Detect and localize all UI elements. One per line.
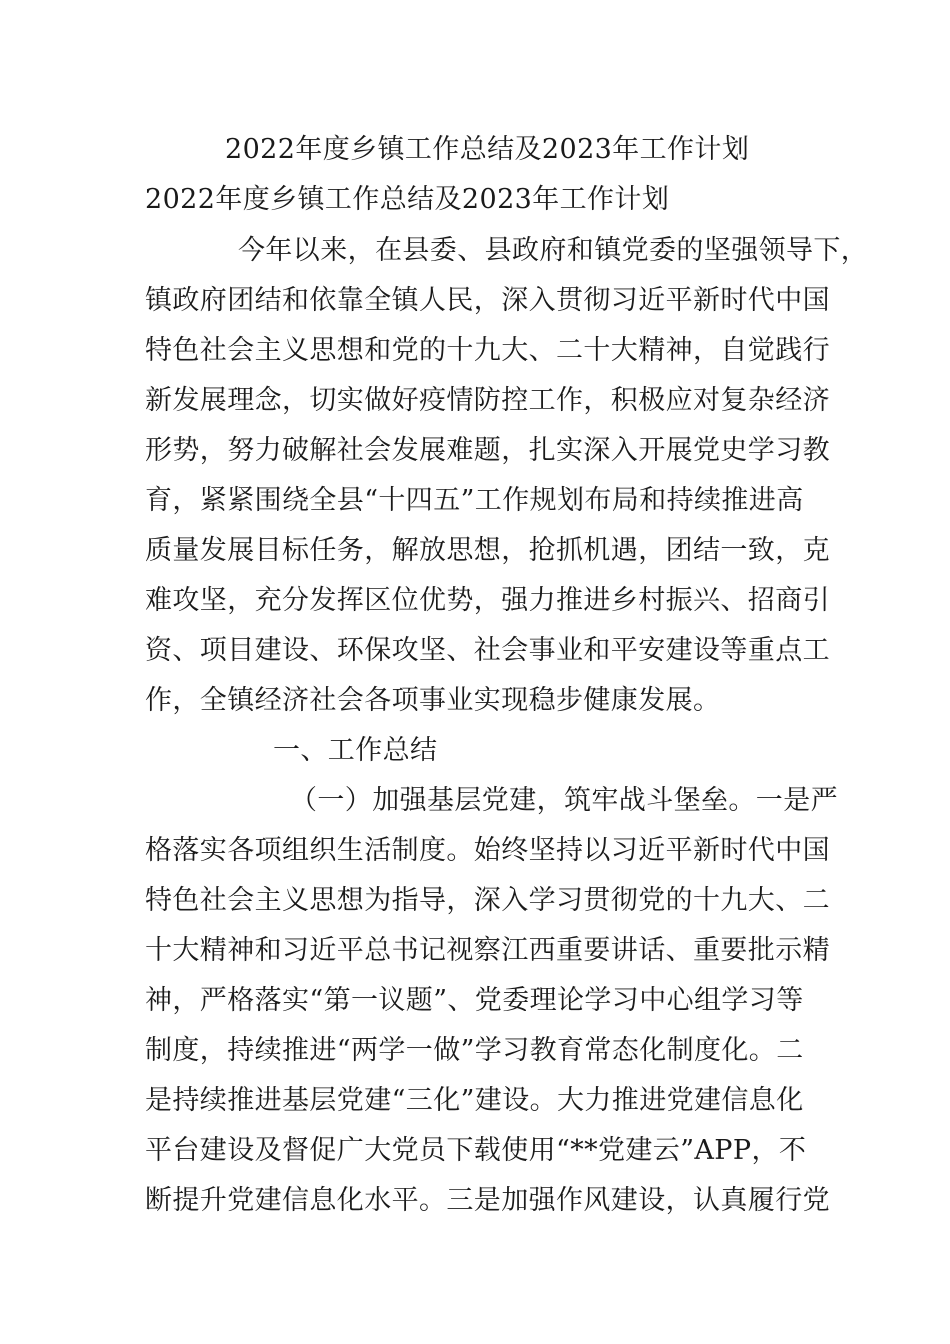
intro-line: 新发展理念，切实做好疫情防控工作，积极应对复杂经济 [145,385,830,416]
document-title: 2022年度乡镇工作总结及2023年工作计划 [225,134,750,165]
subsection-line: 十大精神和习近平总书记视察江西重要讲话、重要批示精 [145,935,830,966]
intro-line: 质量发展目标任务，解放思想，抢抓机遇，团结一致，克 [145,535,830,566]
intro-line: 资、项目建设、环保攻坚、社会事业和平安建设等重点工 [145,635,830,666]
subsection-line: 是持续推进基层党建“三化”建设。大力推进党建信息化 [145,1085,804,1116]
intro-line: 育，紧紧围绕全县“十四五”工作规划布局和持续推进高 [145,485,804,516]
subsection-line: 制度，持续推进“两学一做”学习教育常态化制度化。二 [145,1035,804,1066]
subsection-line: 断提升党建信息化水平。三是加强作风建设，认真履行党 [145,1185,830,1216]
section-heading: 一、工作总结 [273,735,438,766]
subsection-line: 神，严格落实“第一议题”、党委理论学习中心组学习等 [145,985,804,1016]
subsection-line: 平台建设及督促广大党员下载使用“**党建云”APP，不 [145,1135,807,1166]
subsection-line: 格落实各项组织生活制度。始终坚持以习近平新时代中国 [145,835,830,866]
intro-line: 今年以来，在县委、县政府和镇党委的坚强领导下， [238,235,869,266]
intro-line: 形势，努力破解社会发展难题，扎实深入开展党史学习教 [145,435,830,466]
subsection-line: （一）加强基层党建，筑牢战斗堡垒。一是严 [290,785,838,816]
intro-line: 镇政府团结和依靠全镇人民，深入贯彻习近平新时代中国 [145,285,830,316]
intro-line: 特色社会主义思想和党的十九大、二十大精神，自觉践行 [145,335,830,366]
intro-line: 难攻坚，充分发挥区位优势，强力推进乡村振兴、招商引 [145,585,830,616]
intro-line: 作，全镇经济社会各项事业实现稳步健康发展。 [145,685,721,716]
document-title-repeat: 2022年度乡镇工作总结及2023年工作计划 [145,184,670,215]
subsection-line: 特色社会主义思想为指导，深入学习贯彻党的十九大、二 [145,885,830,916]
